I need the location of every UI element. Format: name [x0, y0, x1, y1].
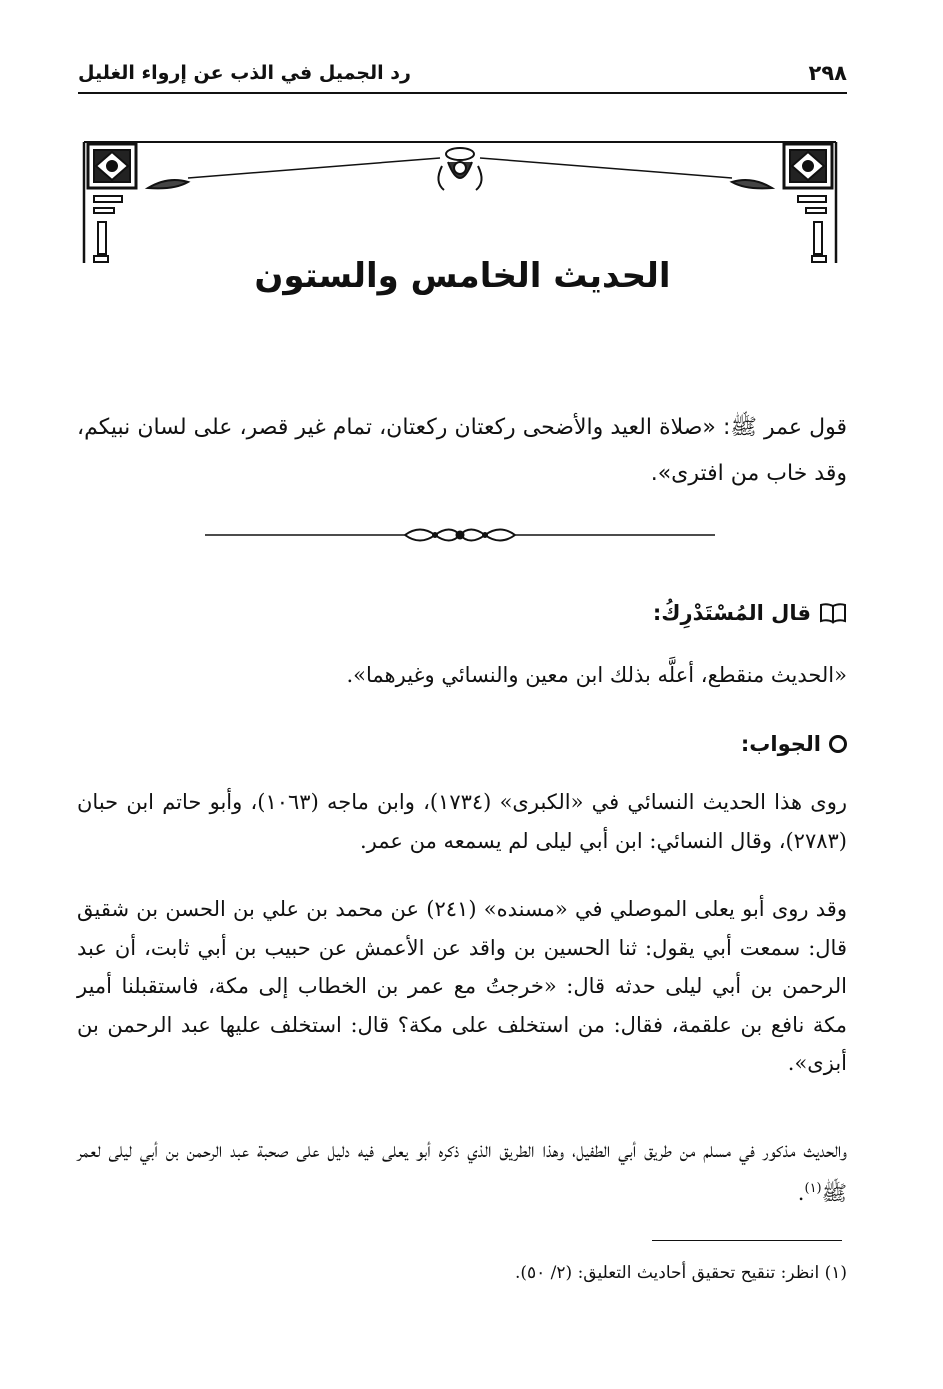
- footnote-rule: [652, 1240, 842, 1241]
- paragraph-end: .: [797, 1180, 805, 1205]
- running-head: [78, 56, 847, 90]
- mustadrak-quote: «الحديث منقطع، أعلَّه بذلك ابن معين والنسائي وغيرهما».: [346, 663, 847, 687]
- athar-text: قول عمر ﷺ: «صلاة العيد والأضحى ركعتان ركعتان، تمام غير قصر، على لسان نبيكم، وقد خاب من افترى».: [77, 415, 847, 486]
- answer-heading: [741, 732, 847, 756]
- footnote-marker: (١): [804, 1180, 822, 1196]
- circle-icon: [829, 735, 847, 753]
- answer-paragraph: روى هذا الحديث النسائي في «الكبرى» (١٧٣٤)، وابن ماجه (١٠٦٣)، وأبو حاتم ابن حبان (٢٧٨٣)، وقال النسائي: ابن أبي ليلى لم يسمعه من عمر.: [77, 790, 847, 853]
- ornamental-divider: [205, 520, 715, 550]
- mustadrak-heading: [653, 601, 847, 625]
- book-icon: [819, 602, 847, 624]
- header-rule: [78, 92, 847, 94]
- answer-heading-text: الجواب:: [740, 732, 821, 756]
- answer-paragraph: وقد روى أبو يعلى الموصلي في «مسنده» (٢٤١) عن محمد بن علي بن الحسن بن شقيق قال: سمعت أبي يقول: ثنا الحسين بن واقد عن الأعمش عن حبيب بن أبي ثابت، أن عبد الرحمن بن أبي ليلى حدثه قال: «خرجتُ مع عمر بن الخطاب إلى مكة، فاستقبلنا أمير مكة نافع بن علقمة، فقال: من استخلف على مكة؟ قال: استخلف عليها عبد الرحمن بن أبزى».: [77, 897, 847, 1075]
- decorative-frame-icon: [78, 138, 842, 273]
- answer-paragraph: [77, 1131, 847, 1212]
- answer-paragraph-text: والحديث مذكور في مسلم من طريق أبي الطفيل، وهذا الطريق الذي ذكره أبو يعلى فيه دليل على صحبة عبد الرحمن بن أبي ليلى لعمر ﷺ: [77, 1138, 847, 1205]
- mustadrak-heading-text: قال المُسْتَدْرِكُ:: [652, 601, 811, 625]
- chapter-title: الحديث الخامس والستون: [254, 256, 671, 296]
- book-title: رد الجميل في الذب عن إرواء الغليل: [78, 62, 411, 84]
- footnote: (١) انظر: تنقيح تحقيق أحاديث التعليق: (٢/ ٥٠).: [514, 1263, 847, 1283]
- page-number: ٢٩٨: [808, 61, 847, 85]
